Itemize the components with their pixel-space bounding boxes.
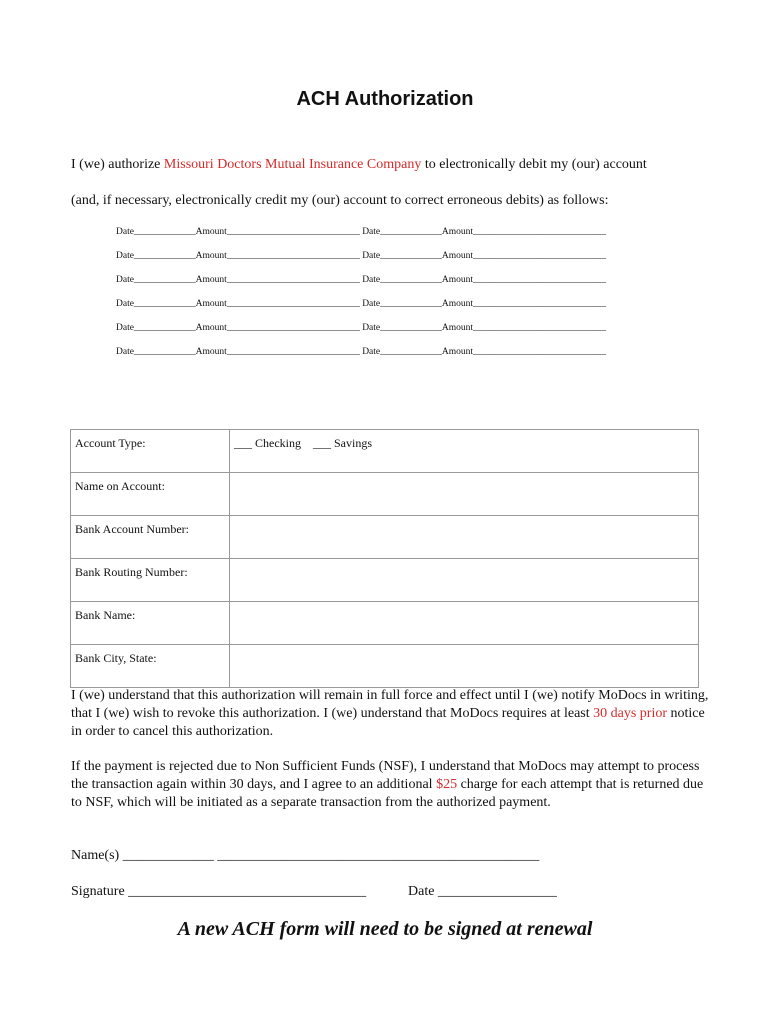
debit-row[interactable]: Date_____________Amount____________________________ Date_____________Amount____________________________: [116, 251, 607, 261]
table-row: [71, 516, 699, 559]
account-details-table: [70, 429, 699, 688]
nsf-text-b: charge for each attempt that is returned due to NSF, which will be initiated as a separate transaction from the authorized payment.: [71, 777, 704, 810]
intro-line-2: (and, if necessary, electronically credit my (our) account to correct erroneous debits) as follows:: [71, 193, 609, 208]
revocation-text-b: notice in order to cancel this authorization.: [71, 706, 705, 739]
revocation-text-a: I (we) understand that this authorization will remain in full force and effect until I (we) notify MoDocs in writing, that I (we) wish to revoke this authorization. I (we) understand that MoDocs requires at least: [71, 688, 709, 721]
nsf-charge: $25: [436, 777, 458, 792]
names-line[interactable]: Name(s) _____________ ______________________________________________: [71, 848, 540, 863]
date-line[interactable]: Date _________________: [408, 884, 557, 899]
bank-city-state-label: Bank City, State:: [71, 645, 230, 688]
bank-account-number-label: Bank Account Number:: [71, 516, 230, 559]
bank-name-label: Bank Name:: [71, 602, 230, 645]
debit-row[interactable]: Date_____________Amount____________________________ Date_____________Amount____________________________: [116, 347, 607, 357]
intro-text: I (we) authorize: [71, 157, 164, 172]
debit-row[interactable]: Date_____________Amount____________________________ Date_____________Amount____________________________: [116, 227, 607, 237]
notice-period: 30 days prior: [593, 706, 668, 721]
name-on-account-field[interactable]: [230, 473, 699, 516]
table-row: [71, 559, 699, 602]
table-row: [71, 645, 699, 688]
signature-line[interactable]: Signature __________________________________: [71, 884, 367, 899]
debit-row[interactable]: Date_____________Amount____________________________ Date_____________Amount____________________________: [116, 275, 607, 285]
account-type-label: Account Type:: [71, 430, 230, 473]
bank-routing-number-label: Bank Routing Number:: [71, 559, 230, 602]
bank-name-field[interactable]: [230, 602, 699, 645]
bank-city-state-field[interactable]: [230, 645, 699, 688]
table-row: [71, 602, 699, 645]
debit-row[interactable]: Date_____________Amount____________________________ Date_____________Amount____________________________: [116, 323, 607, 333]
debit-schedule: [116, 227, 676, 371]
nsf-paragraph: [71, 758, 711, 812]
page-title: ACH Authorization: [296, 88, 474, 110]
renewal-note: A new ACH form will need to be signed at renewal: [177, 918, 593, 940]
revocation-paragraph: [71, 687, 711, 741]
table-row: [71, 473, 699, 516]
account-type-field[interactable]: ___ Checking ___ Savings: [230, 430, 699, 473]
bank-routing-number-field[interactable]: [230, 559, 699, 602]
intro-line-1: [71, 157, 647, 173]
intro-text-post: to electronically debit my (our) account: [421, 157, 647, 172]
name-on-account-label: Name on Account:: [71, 473, 230, 516]
table-row: [71, 430, 699, 473]
debit-row[interactable]: Date_____________Amount____________________________ Date_____________Amount____________________________: [116, 299, 607, 309]
company-name: Missouri Doctors Mutual Insurance Company: [163, 157, 422, 172]
bank-account-number-field[interactable]: [230, 516, 699, 559]
nsf-text-a: If the payment is rejected due to Non Sufficient Funds (NSF), I understand that MoDocs may attempt to process the transaction again within 30 days, and I agree to an additional: [71, 759, 700, 792]
